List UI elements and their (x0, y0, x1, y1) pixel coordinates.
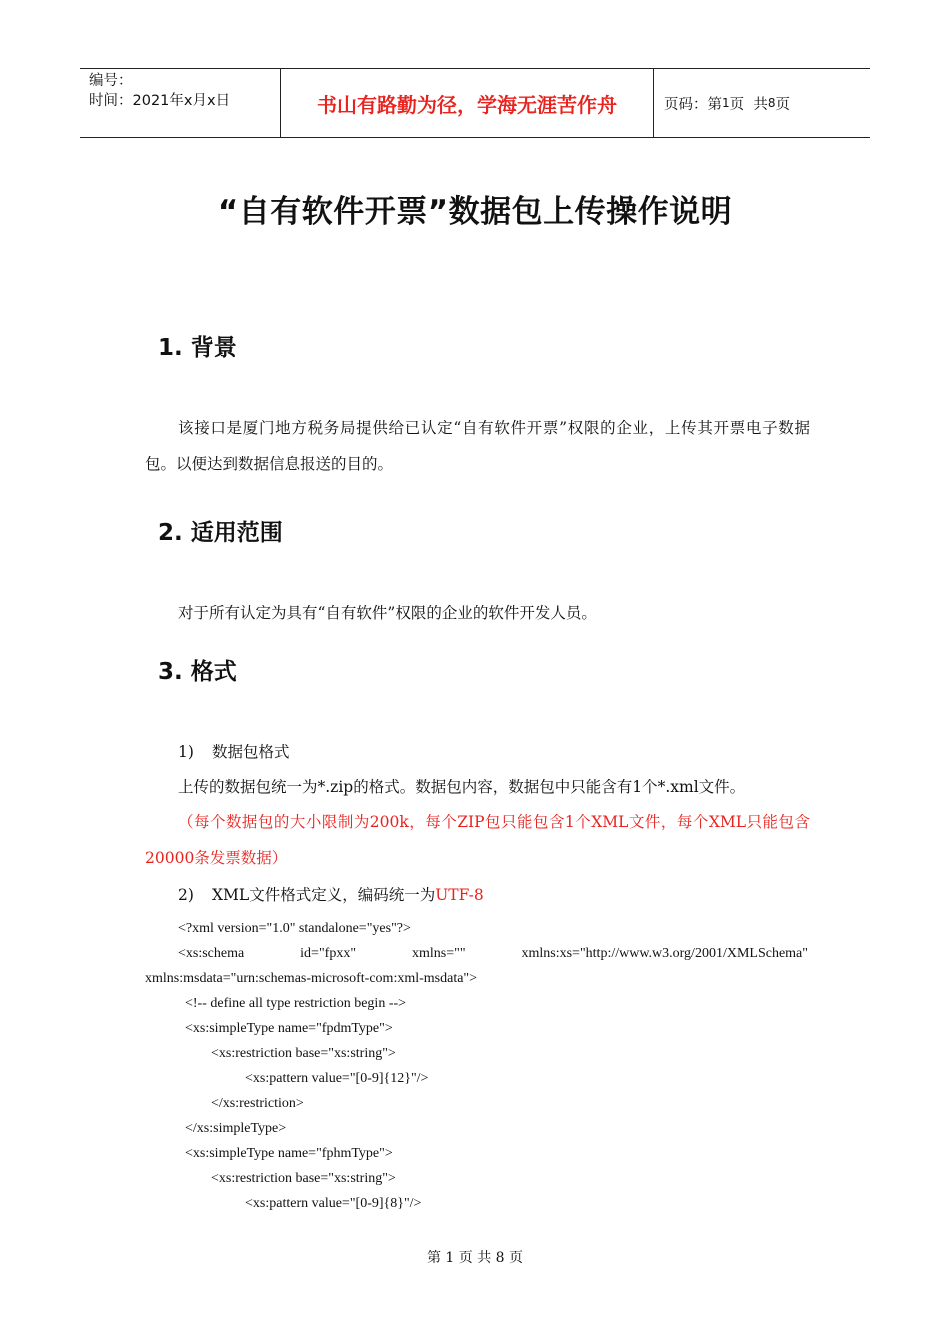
code-line: <xs:simpleType name="fpdmType"> (185, 1021, 393, 1036)
page-label-mid: 页 共 (729, 96, 768, 113)
code-line-schema (178, 944, 808, 964)
page-total-number: 8 (767, 96, 776, 110)
document-title: “自有软件开票”数据包上传操作说明 (217, 194, 733, 230)
section-heading-format: 3. 格式 (158, 659, 237, 685)
section-heading-scope: 2. 适用范围 (158, 520, 283, 546)
list-item-number: 2) (178, 886, 194, 904)
code-line: </xs:restriction> (211, 1096, 304, 1111)
header-info-cell (80, 69, 281, 137)
code-line: <xs:pattern value="[0-9]{12}"/> (245, 1071, 429, 1086)
format-list-item (178, 741, 290, 763)
document-time-label: 时间：2021年x月x日 (89, 93, 231, 109)
code-line: <xs:restriction base="xs:string"> (211, 1046, 396, 1061)
format-description: 上传的数据包统一为*.zip的格式。数据包内容，数据包中只能含有1个*.xml文件。 (178, 778, 746, 796)
page-label-suffix: 页 (775, 96, 790, 113)
list-item-text: XML文件格式定义，编码统一为 (212, 886, 436, 904)
code-line: xmlns:msdata="urn:schemas-microsoft-com:xml-msdata"> (145, 971, 478, 986)
format-list-item (178, 884, 484, 906)
section-body-background: 该接口是厦门地方税务局提供给已认定“自有软件开票”权限的企业，上传其开票电子数据包。以便达到数据信息报送的目的。 (145, 419, 810, 473)
code-line: <?xml version="1.0" standalone="yes"?> (178, 921, 411, 936)
code-token: xmlns="" (411, 946, 466, 961)
header-motto: 书山有路勤为径，学海无涯苦作舟 (317, 92, 617, 117)
code-token: id="fpxx" (300, 946, 357, 961)
list-item-text: 数据包格式 (212, 743, 290, 761)
encoding-highlight: UTF-8 (435, 886, 484, 904)
code-token: <xs:schema (178, 946, 245, 961)
code-line: <!-- define all type restriction begin --> (185, 996, 407, 1011)
code-line: <xs:simpleType name="fphmType"> (185, 1146, 393, 1161)
section-body-scope: 对于所有认定为具有“自有软件”权限的企业的软件开发人员。 (178, 604, 597, 622)
page-label-prefix: 页码：第 (664, 96, 722, 113)
page-header (80, 68, 870, 138)
format-size-note: （每个数据包的大小限制为200k，每个ZIP包只能包含1个XML文件，每个XML只能包含20000条发票数据） (145, 813, 810, 867)
page-footer: 第 1 页 共 8 页 (426, 1250, 524, 1266)
code-line: </xs:simpleType> (185, 1121, 287, 1136)
list-item-number: 1) (178, 743, 194, 761)
code-line: <xs:restriction base="xs:string"> (211, 1171, 396, 1186)
header-motto-cell (281, 69, 654, 137)
header-page-cell (654, 69, 870, 137)
document-number-label: 编号： (89, 73, 133, 89)
section-heading-background: 1. 背景 (158, 335, 237, 361)
code-token: xmlns:xs="http://www.w3.org/2001/XMLSchema" (521, 946, 808, 961)
code-line: <xs:pattern value="[0-9]{8}"/> (245, 1196, 422, 1211)
page-current-number: 1 (722, 96, 730, 110)
